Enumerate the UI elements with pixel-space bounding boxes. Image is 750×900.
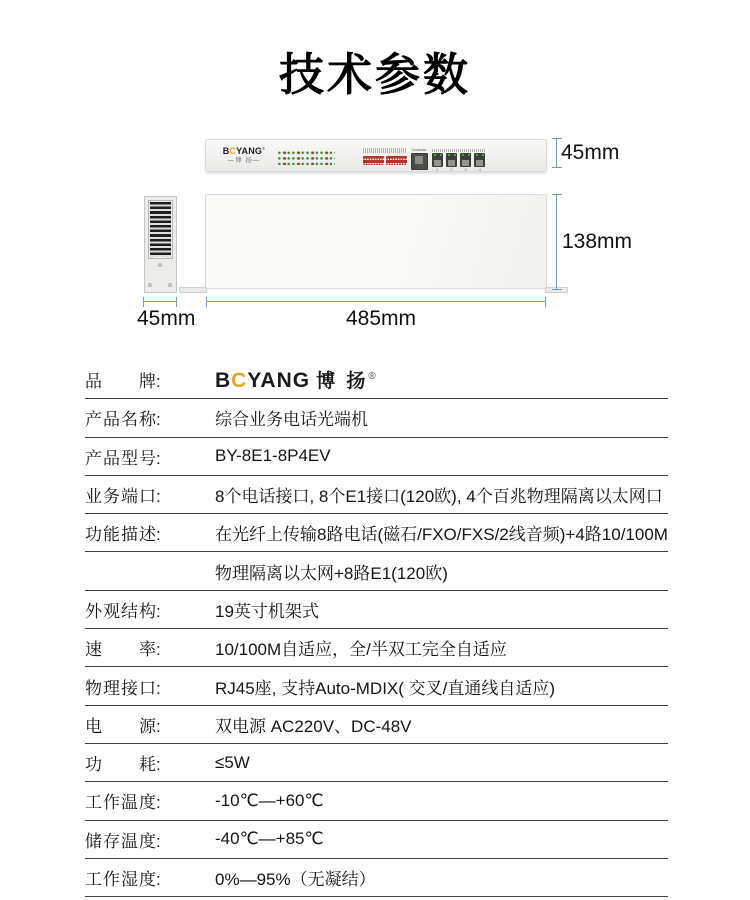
dimension-label-width: 485mm [346, 307, 417, 330]
spec-row-function-line2 [85, 552, 668, 590]
logo-o-glyph: C [229, 146, 237, 156]
spec-label: 电源: [85, 716, 161, 736]
brand-logo: BCYANG 博 扬® [215, 369, 376, 393]
spec-row-service-ports [85, 476, 668, 514]
spec-value: ≤5W [215, 752, 250, 772]
registered-mark: ® [368, 371, 376, 383]
spec-row-operating-temp [85, 782, 668, 820]
ethernet-port-3 [460, 153, 471, 167]
ethernet-port-labels [432, 149, 485, 152]
spec-value: 物理隔离以太网+8路E1(120欧) [215, 563, 448, 583]
spec-label: 物理接口: [85, 678, 161, 698]
rack-ear-left [179, 287, 207, 293]
spec-label: 工作湿度: [85, 870, 161, 889]
spec-label: 品牌: [85, 372, 161, 392]
spec-label: 工作温度: [85, 793, 161, 813]
spec-value: 在光纤上传输8路电话(磁石/FXO/FXS/2线音频)+4路10/100M [215, 525, 668, 545]
dimension-label-depth: 138mm [562, 230, 633, 253]
spec-value: 0%—95%（无凝结） [215, 870, 376, 889]
spec-label: 产品名称: [85, 410, 161, 430]
registered-mark: ® [262, 146, 266, 151]
vent-slats [148, 200, 173, 259]
spec-value: -40℃—+85℃ [215, 829, 324, 849]
panel-brand-chinese: —博 扬— [227, 157, 261, 164]
dip-switch-block-2 [386, 156, 407, 165]
device-front-panel-image [205, 139, 547, 172]
brand-chinese: 博 扬 [316, 371, 369, 393]
spec-value: BY-8E1-8P4EV [215, 446, 331, 466]
spec-row-consumption [85, 744, 668, 782]
console-port-label: Console [411, 147, 427, 152]
spec-value: 双电源 AC220V、DC-48V [215, 716, 412, 736]
panel-brand-wordmark: BCYANG® [222, 146, 266, 156]
spec-row-product-name [85, 399, 668, 437]
device-side-view-image [144, 196, 177, 293]
led-indicator-grid [277, 149, 335, 165]
dip-switch-legend-text [363, 148, 407, 153]
screw-hole [148, 283, 152, 287]
device-top-view-image [205, 194, 547, 289]
spec-value: 8个电话接口, 8个E1接口(120欧), 4个百兆物理隔离以太网口 [215, 487, 663, 507]
dimension-line-front-height [556, 138, 557, 168]
ethernet-port-4 [474, 153, 485, 167]
spec-row-storage-temp [85, 821, 668, 859]
spec-label: 功耗: [85, 755, 161, 775]
spec-label: 储存温度: [85, 831, 161, 851]
dip-switch-block-1 [363, 156, 384, 165]
spec-row-humidity [85, 859, 668, 897]
spec-row-power [85, 706, 668, 744]
ethernet-port-numbers: 1 2 3 4 [436, 167, 481, 172]
ethernet-port-1 [432, 153, 443, 167]
spec-label: 速率: [85, 640, 161, 660]
screw-hole [158, 263, 162, 267]
screw-hole [168, 283, 172, 287]
spec-row-function-line1 [85, 514, 668, 552]
spec-table [85, 361, 668, 897]
spec-row-speed [85, 629, 668, 667]
spec-label: 产品型号: [85, 448, 161, 468]
spec-row-form-factor [85, 591, 668, 629]
dimension-line-depth [556, 194, 557, 290]
spec-value: RJ45座, 支持Auto-MDIX( 交叉/直通线自适应) [215, 678, 556, 698]
dimension-line-side-width [143, 301, 177, 302]
panel-brand-logo [216, 144, 272, 166]
spec-value: 综合业务电话光端机 [215, 410, 368, 430]
spec-label: 外观结构: [85, 601, 161, 621]
spec-row-physical-interface [85, 667, 668, 705]
spec-label: 功能描述: [85, 525, 161, 545]
dimension-label-side-width: 45mm [137, 307, 196, 330]
console-rj45-port [411, 153, 428, 170]
ethernet-port-2 [446, 153, 457, 167]
spec-row-model [85, 438, 668, 476]
spec-label: 业务端口: [85, 487, 161, 507]
spec-row-brand [85, 361, 668, 399]
page-title: 技术参数 [278, 49, 471, 100]
spec-value: 10/100M自适应，全/半双工完全自适应 [215, 640, 507, 660]
dimension-line-width [206, 301, 546, 302]
spec-value: -10℃—+60℃ [215, 790, 324, 810]
logo-o-glyph: C [231, 369, 248, 393]
spec-value: 19英寸机架式 [215, 601, 319, 621]
dimension-label-front-height: 45mm [561, 141, 620, 164]
